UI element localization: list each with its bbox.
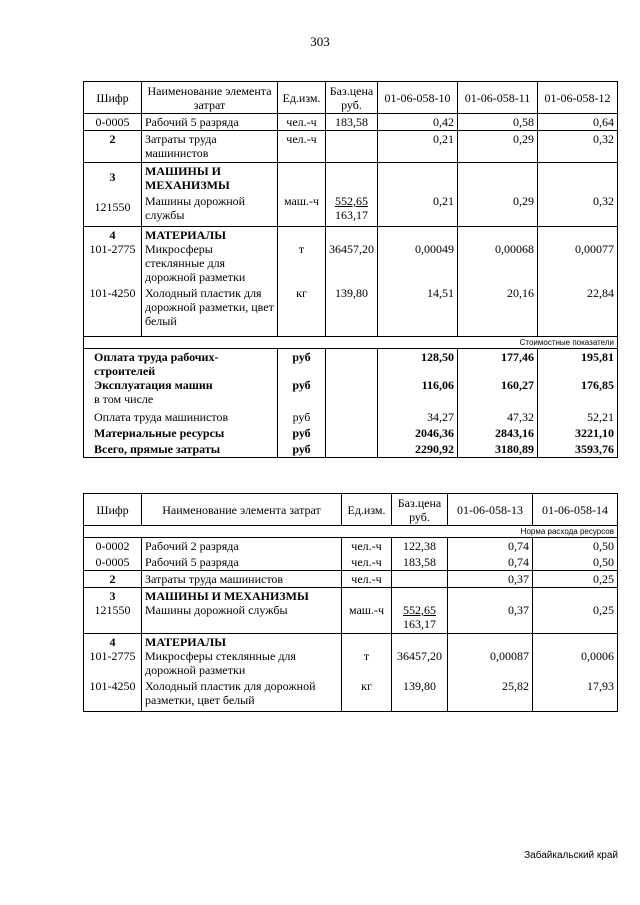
price: 183,58 <box>403 555 436 569</box>
section-title: МАТЕРИАЛЫ <box>145 635 226 649</box>
cell <box>326 163 378 227</box>
table-row <box>84 538 618 571</box>
value: 47,32 <box>507 410 534 424</box>
cell <box>448 538 533 571</box>
price: 139,80 <box>335 286 368 300</box>
cell <box>342 538 392 571</box>
table-row <box>84 588 618 634</box>
section-number: 4 <box>109 635 116 649</box>
value: 177,46 <box>501 350 534 364</box>
table-row <box>84 131 618 163</box>
cell: 0,42 <box>378 114 458 131</box>
item-name: Микросферы стеклянные для дорожной разметки <box>145 242 246 284</box>
cell <box>84 349 278 458</box>
cell <box>448 588 533 634</box>
col-code-11: 01-06-058-11 <box>458 82 538 114</box>
cell <box>533 538 618 571</box>
value: 2290,92 <box>415 442 454 456</box>
cell: 183,58 <box>326 114 378 131</box>
summary-label: Всего, прямые затраты <box>94 442 221 456</box>
section-title: МАШИНЫ И МЕХАНИЗМЫ <box>145 589 309 603</box>
cell <box>392 571 448 588</box>
cell <box>142 588 342 634</box>
unit: руб <box>292 442 311 456</box>
value: 0,32 <box>593 194 614 208</box>
col-unit: Ед.изм. <box>342 494 392 526</box>
value: 128,50 <box>421 350 454 364</box>
summary-note: в том числе <box>94 392 154 406</box>
unit: т <box>363 649 370 663</box>
unit: руб <box>292 350 311 364</box>
price: 139,80 <box>403 679 436 693</box>
col-code: Шифр <box>84 494 142 526</box>
cell <box>392 538 448 571</box>
value: 0,00049 <box>415 242 454 256</box>
table-row <box>84 634 618 712</box>
value: 25,82 <box>502 679 529 693</box>
item-name: Холодный пластик для дорожной разметки, цвет белый <box>145 286 274 328</box>
value: 2843,16 <box>495 426 534 440</box>
code: 0-0002 <box>95 539 130 553</box>
cell <box>142 634 342 712</box>
col-price: Баз.цена руб. <box>326 82 378 114</box>
value: 0,0006 <box>581 649 614 663</box>
cell: Рабочий 5 разряда <box>142 114 278 131</box>
subheader: Стоимостные показатели <box>84 337 618 349</box>
price: 552,65 <box>335 194 368 208</box>
cell <box>448 634 533 712</box>
subheader-row <box>84 526 618 538</box>
value: 176,85 <box>581 378 614 392</box>
cell <box>458 163 538 227</box>
item-name: Микросферы стеклянные для дорожной разметки <box>145 649 296 677</box>
price: 36457,20 <box>329 242 374 256</box>
cell: 0,58 <box>458 114 538 131</box>
cell <box>278 227 326 337</box>
code: 101-4250 <box>89 679 136 693</box>
cell <box>458 349 538 458</box>
col-price: Баз.цена руб. <box>392 494 448 526</box>
value: 0,00068 <box>495 242 534 256</box>
cell <box>84 588 142 634</box>
unit: кг <box>361 679 372 693</box>
cell <box>278 163 326 227</box>
col-unit: Ед.изм. <box>278 82 326 114</box>
cell <box>326 227 378 337</box>
cell: чел.-ч <box>278 131 326 163</box>
value: 34,27 <box>427 410 454 424</box>
price-2: 163,17 <box>403 617 436 631</box>
item-name: Рабочий 5 разряда <box>145 555 239 569</box>
section-number: 3 <box>109 170 116 184</box>
cell <box>142 163 278 227</box>
cell: Затраты труда машинистов <box>142 571 342 588</box>
cell <box>533 588 618 634</box>
summary-block <box>84 349 618 458</box>
cell: чел.-ч <box>278 114 326 131</box>
resource-table-2 <box>83 493 618 712</box>
unit: кг <box>296 286 307 300</box>
value: 0,37 <box>508 603 529 617</box>
cell: 2 <box>84 571 142 588</box>
code: 101-4250 <box>89 286 136 300</box>
cell <box>378 349 458 458</box>
value: 2046,36 <box>415 426 454 440</box>
value: 0,50 <box>593 555 614 569</box>
section-title: МАШИНЫ И МЕХАНИЗМЫ <box>145 164 230 192</box>
subheader-row <box>84 337 618 349</box>
subheader: Норма расхода ресурсов <box>84 526 618 538</box>
footer-region: Забайкальский край <box>524 850 618 861</box>
cell <box>326 349 378 458</box>
price-2: 163,17 <box>335 208 368 222</box>
unit: маш.-ч <box>283 194 320 208</box>
item-name: Машины дорожной службы <box>145 603 288 617</box>
summary-label: Эксплуатация машин <box>94 378 213 392</box>
code: 101-2775 <box>89 242 136 256</box>
table-row <box>84 163 618 227</box>
code: 0-0005 <box>95 555 130 569</box>
summary-label: Оплата труда машинистов <box>94 410 229 424</box>
cell <box>84 634 142 712</box>
cell: 0,29 <box>458 131 538 163</box>
value: 116,06 <box>421 378 454 392</box>
code: 101-2775 <box>89 649 136 663</box>
value: 0,29 <box>513 194 534 208</box>
value: 0,50 <box>593 539 614 553</box>
summary-label: Материальные ресурсы <box>94 426 225 440</box>
value: 0,00077 <box>575 242 614 256</box>
cell: 0,25 <box>533 571 618 588</box>
cell <box>326 131 378 163</box>
cell <box>538 349 618 458</box>
value: 0,00087 <box>490 649 529 663</box>
cell <box>378 227 458 337</box>
cell: 2 <box>84 131 142 163</box>
resource-table-1 <box>83 81 618 458</box>
value: 3180,89 <box>495 442 534 456</box>
unit: чел.-ч <box>351 555 382 569</box>
col-name: Наименование элемента затрат <box>142 82 278 114</box>
code: 121550 <box>94 603 131 617</box>
cell: чел.-ч <box>342 571 392 588</box>
value: 52,21 <box>587 410 614 424</box>
value: 160,27 <box>501 378 534 392</box>
unit: чел.-ч <box>351 539 382 553</box>
cell: 0,64 <box>538 114 618 131</box>
col-code: Шифр <box>84 82 142 114</box>
value: 14,51 <box>427 286 454 300</box>
value: 0,25 <box>593 603 614 617</box>
section-title: МАТЕРИАЛЫ <box>145 228 226 242</box>
cell <box>533 634 618 712</box>
cell: 0,32 <box>538 131 618 163</box>
unit: маш.-ч <box>348 603 385 617</box>
cell <box>84 227 142 337</box>
unit: руб <box>292 378 311 392</box>
summary-label: Оплата труда рабочих-строителей <box>94 350 219 378</box>
table-row <box>84 227 618 337</box>
value: 20,16 <box>507 286 534 300</box>
value: 22,84 <box>587 286 614 300</box>
value: 0,74 <box>508 539 529 553</box>
value: 3221,10 <box>575 426 614 440</box>
cell <box>378 163 458 227</box>
unit: т <box>298 242 305 256</box>
cell <box>538 163 618 227</box>
cell <box>392 588 448 634</box>
section-number: 4 <box>109 228 116 242</box>
item-name: Холодный пластик для дорожной разметки, цвет белый <box>145 679 316 707</box>
col-code-14: 01-06-058-14 <box>533 494 618 526</box>
col-code-13: 01-06-058-13 <box>448 494 533 526</box>
value: 17,93 <box>587 679 614 693</box>
price: 36457,20 <box>397 649 442 663</box>
item-name: Рабочий 2 разряда <box>145 539 239 553</box>
cell <box>84 538 142 571</box>
value: 195,81 <box>581 350 614 364</box>
section-number: 3 <box>109 589 116 603</box>
cell: 0,21 <box>378 131 458 163</box>
cell: 0-0005 <box>84 114 142 131</box>
item-name: Машины дорожной службы <box>145 194 246 222</box>
value: 0,74 <box>508 555 529 569</box>
cell <box>342 634 392 712</box>
code: 121550 <box>94 200 131 214</box>
value: 0,21 <box>433 194 454 208</box>
cell: Затраты труда машинистов <box>142 131 278 163</box>
cell <box>142 538 342 571</box>
cell <box>458 227 538 337</box>
unit: руб <box>292 410 311 424</box>
value: 3593,76 <box>575 442 614 456</box>
cell: 0,37 <box>448 571 533 588</box>
cell <box>538 227 618 337</box>
cell <box>392 634 448 712</box>
page-number: 303 <box>310 34 330 49</box>
unit: руб <box>292 426 311 440</box>
cell <box>278 349 326 458</box>
cell <box>84 163 142 227</box>
col-code-10: 01-06-058-10 <box>378 82 458 114</box>
col-name: Наименование элемента затрат <box>142 494 342 526</box>
col-code-12: 01-06-058-12 <box>538 82 618 114</box>
cell <box>342 588 392 634</box>
table-row <box>84 571 618 588</box>
cell <box>142 227 278 337</box>
price: 552,65 <box>403 603 436 617</box>
price: 122,38 <box>403 539 436 553</box>
table-row <box>84 114 618 131</box>
